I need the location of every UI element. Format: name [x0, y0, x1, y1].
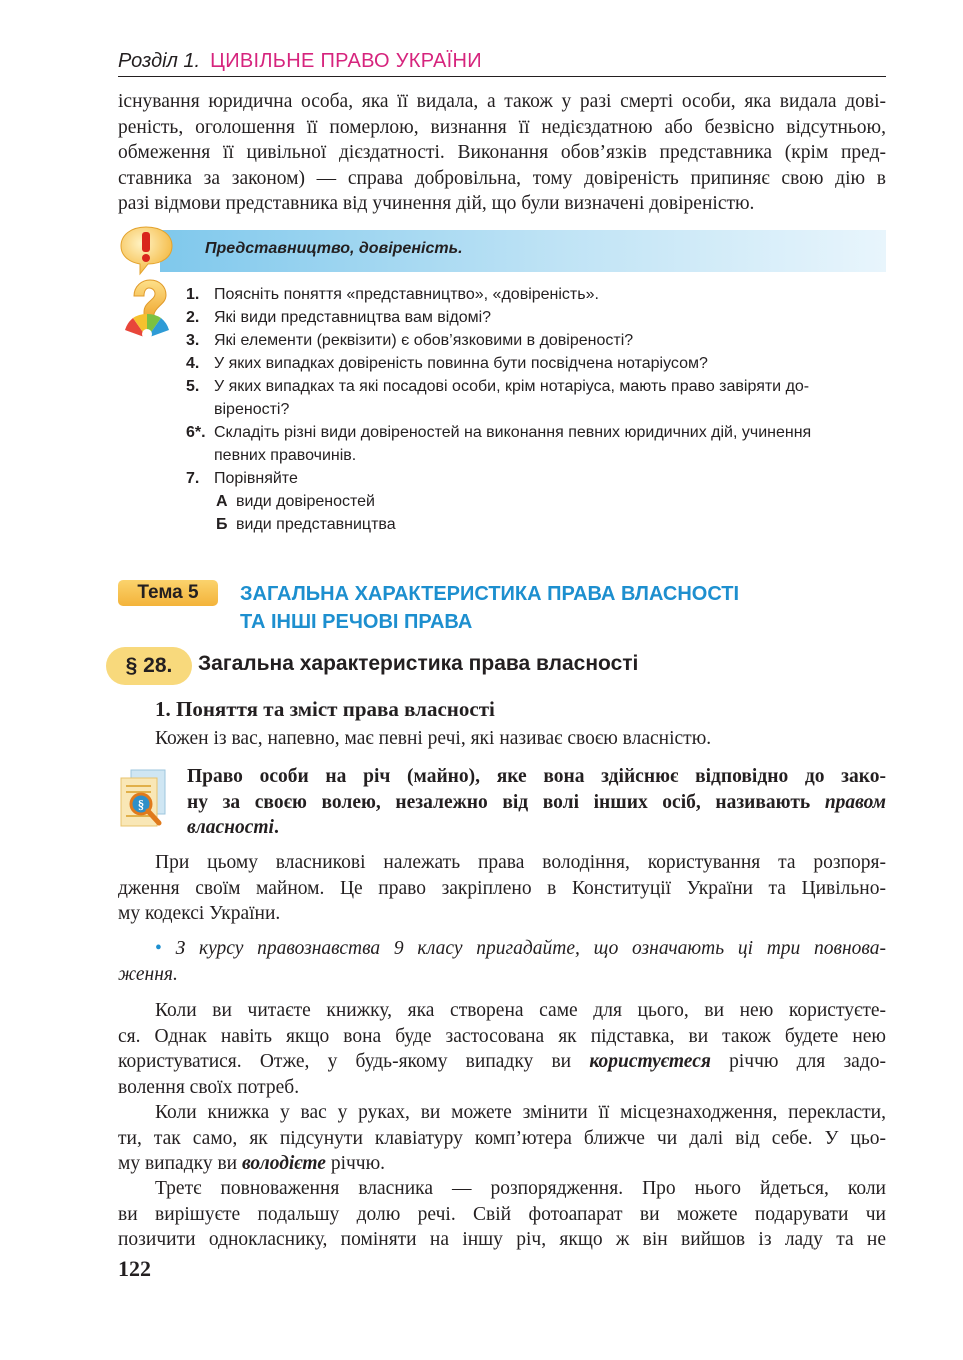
body-paragraph-1: При цьому власникові належать права володіння, користування та розпоря- дження своїм майном. Це право закріплено в Конституції України та Цивільно- му кодексі України. — [118, 852, 886, 924]
question-item: 4. У яких випадках довіреність повинна бути посвідчена нотаріусом? — [186, 355, 708, 372]
bullet-icon: • — [155, 938, 162, 959]
document-magnifier-icon — [117, 768, 173, 830]
definition-block: Право особи на річ (майно), яке вона здійснює відповідно до зако- ну за своєю волею, незалежно від волі інших осіб, називають правом власності. — [187, 766, 886, 838]
keywords-text: Представництво, довіреність. — [205, 240, 463, 257]
questions-list — [186, 283, 886, 536]
page-number: 122 — [118, 1256, 151, 1281]
section-subheading: 1. Поняття та зміст права власності — [155, 697, 495, 721]
body-paragraph-2: Коли ви читаєте книжку, яка створена саме для цього, ви нею користуєте- ся. Однак навіть якщо вона буде застосована як підставка, ви також будете нею користуватися. Отже, у будь-якому випадку ви користуєтеся річчю для задо- волення своїх потреб. — [118, 1000, 886, 1098]
topic-badge: Тема 5 — [118, 580, 218, 606]
question-item: 5. У яких випадках та які посадові особи, крім нотаріуса, мають право завіряти до- віреності? — [186, 378, 810, 418]
section-label: Розділ 1. — [118, 50, 201, 72]
svg-text:§: § — [137, 797, 145, 812]
top-paragraph: існування юридична особа, яка її видала, а також у разі смерті особи, яка видала дові- реність, оголошення її померлою, визнання її недієздатною або безвісно відсутньою, обмеження її цивільної дієздатності. Виконання обов’язків представника (крім пред- ставника за законом) — справа добровільна, тому довіреність припиняє свою дію в разі відмови представника від учинення дій, що були визначені довіреністю. — [118, 91, 886, 214]
exclamation-bubble-icon — [118, 224, 174, 276]
body-paragraph-4: Третє повноваження власника — розпорядження. Про нього йдеться, коли ви вирішуєте подальшу долю речі. Свій фотоапарат ви можете подарувати чи позичити однокласнику, поміняти на іншу річ, якщо ж він вийшов із ладу та не — [118, 1178, 886, 1250]
question-item: 2. Які види представництва вам відомі? — [186, 309, 492, 326]
term-use: користуєтеся — [589, 1051, 711, 1072]
question-mark-icon — [120, 278, 174, 344]
paragraph-title: Загальна характеристика права власності — [198, 652, 639, 675]
chapter-title: ЦИВІЛЬНЕ ПРАВО УКРАЇНИ — [210, 50, 482, 72]
intro-text: Кожен із вас, напевно, має певні речі, які називає своєю власністю. — [155, 728, 712, 749]
question-item: 7. Порівняйте — [186, 470, 298, 487]
recall-task: • З курсу правознавства 9 класу пригадайте, що означають ці три повнова- ження. — [118, 938, 887, 985]
topic-title: ЗАГАЛЬНА ХАРАКТЕРИСТИКА ПРАВА ВЛАСНОСТІ ТА ІНШІ РЕЧОВІ ПРАВА — [240, 583, 740, 633]
compare-item: Б види представництва — [216, 516, 396, 533]
question-item: 6*. Складіть різні види довіреностей на виконання певних юридичних дій, учинення певних правочинів. — [186, 424, 812, 464]
body-paragraph-3: Коли книжка у вас у руках, ви можете змінити її місцезнаходження, перекласти, ти, так само, як підсунути клавіатуру комп’ютера ближче чи далі від себе. У цьо- му випадку ви володієте річчю. — [118, 1102, 886, 1174]
question-item: 1. Поясніть поняття «представництво», «довіреність». — [186, 286, 599, 303]
running-header — [118, 50, 886, 77]
compare-item: А види довіреностей — [216, 493, 375, 510]
keywords-bar — [160, 230, 886, 272]
question-item: 3. Які елементи (реквізити) є обов’язковими в довіреності? — [186, 332, 634, 349]
term-right-of-ownership: правом — [824, 791, 886, 813]
paragraph-badge: § 28. — [106, 647, 192, 685]
term-possess: володієте — [241, 1153, 326, 1174]
